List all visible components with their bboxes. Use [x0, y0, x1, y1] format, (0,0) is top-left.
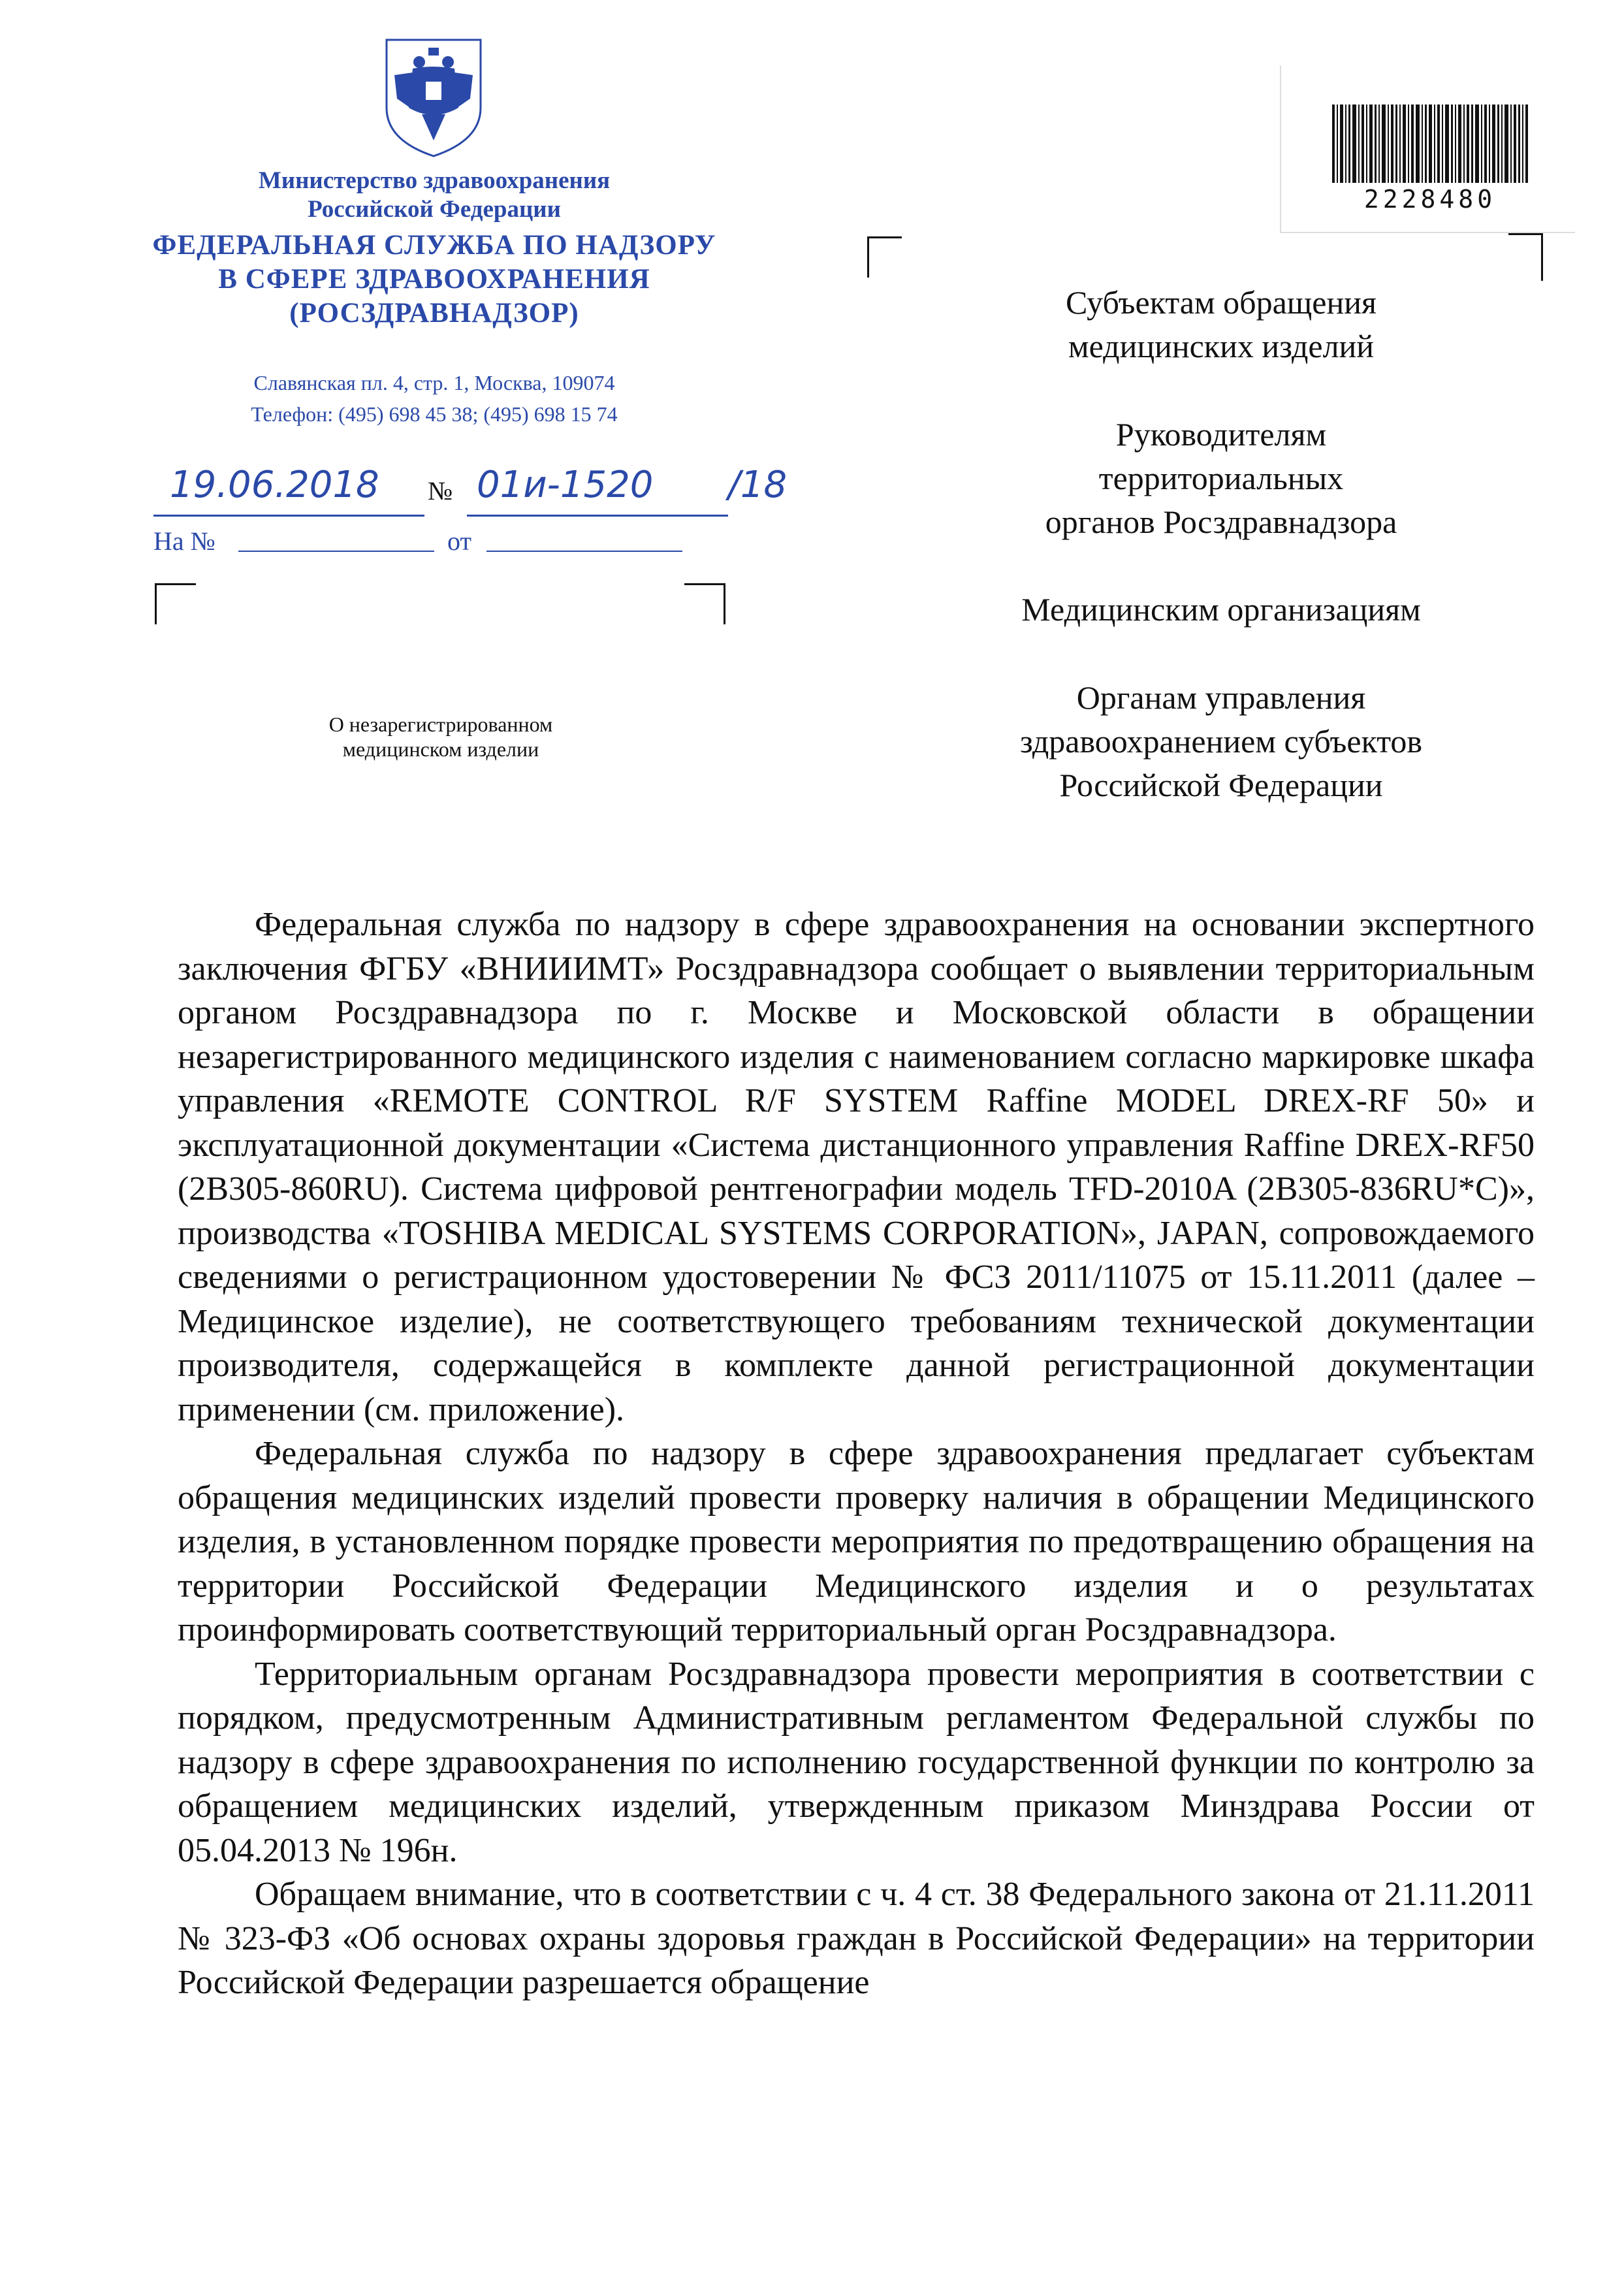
date-underline — [153, 515, 424, 517]
addressee-line: Медицинским организациям — [1021, 591, 1421, 628]
reply-from-label: от — [447, 526, 471, 556]
barcode-icon — [1332, 104, 1528, 183]
body-paragraph: Федеральная служба по надзору в сфере здравоохранения на основании экспертного заключения ФГБУ «ВНИИИМТ» Росздравнадзора сообщает о выявлении территориальным органом Росздравнадзора по г. Москве и Московской области в обращении незарегистрированного медицинского изделия с наименованием согласно маркировке шкафа управления «REMOTE CONTROL R/F SYSTEM Raffine MODEL DREX-RF 50» и эксплуатационной документации «Система дистанционного управления Raffine DREX-RF50 (2B305-860RU). Система цифровой рентгенографии модель TFD-2010A (2B305-836RU*C)», производства «TOSHIBA MEDICAL SYSTEMS CORPORATION», JAPAN, сопровождаемого сведениями о регистрационном удостоверении № ФСЗ 2011/11075 от 15.11.2011 (далее – Медицинское изделие), не соответствующего требованиям технической документации производителя, содержащейся в комплекте данной регистрационной документации применении (см. приложение). — [178, 906, 1535, 1428]
reply-number-label: На № — [153, 526, 215, 556]
subject-bracket-left — [155, 583, 196, 624]
addressee-line: Органам управления — [1076, 679, 1366, 716]
service-line: ФЕДЕРАЛЬНАЯ СЛУЖБА ПО НАДЗОРУ — [152, 230, 716, 261]
subject-bracket-right — [684, 583, 725, 624]
registration-number-suffix: /18 — [728, 464, 788, 506]
barcode-number: 2228480 — [1363, 185, 1497, 214]
address-line: Славянская пл. 4, стр. 1, Москва, 109074 — [253, 371, 615, 394]
number-sign: № — [428, 476, 453, 505]
ministry-name — [150, 167, 718, 224]
subject-line: медицинском изделии — [342, 737, 539, 761]
ministry-line: Российской Федерации — [308, 196, 561, 223]
addressee-block — [953, 281, 1489, 368]
addressee-line: Руководителям — [1115, 416, 1327, 453]
addressee-line: здравоохранением субъектов — [1019, 723, 1423, 760]
ministry-line: Министерство здравоохранения — [258, 167, 611, 194]
service-name — [150, 229, 718, 330]
addressee-line: территориальных — [1098, 460, 1344, 496]
registration-row — [153, 464, 839, 522]
service-line: В СФЕРЕ ЗДРАВООХРАНЕНИЯ — [218, 264, 650, 295]
addressee-bracket-left — [867, 236, 902, 278]
body-paragraph: Федеральная служба по надзору в сфере здравоохранения предлагает субъектам обращения медицинских изделий провести проверку наличия в обращении Медицинского изделия, в установленном порядке провести мероприятия по предотвращению обращения на территории Российской Федерации Медицинского изделия и о результатах проинформировать соответствующий территориальный орган Росздравнадзора. — [178, 1435, 1535, 1648]
addressee-bracket-right — [1508, 233, 1543, 281]
addressee-block — [953, 676, 1489, 807]
addressee-line: органов Росздравнадзора — [1045, 504, 1397, 540]
registration-number: 01и-1520 — [477, 464, 654, 506]
addressee-line: медицинских изделий — [1068, 328, 1375, 364]
number-underline — [467, 515, 728, 517]
address-line: Телефон: (495) 698 45 38; (495) 698 15 74 — [251, 402, 618, 426]
registration-date: 19.06.2018 — [170, 464, 379, 506]
reply-reference-row — [153, 526, 741, 556]
body-paragraph: Обращаем внимание, что в соответствии с ч. 4 ст. 38 Федерального закона от 21.11.2011 № 323-ФЗ «Об основах охраны здоровья граждан в Российской Федерации» на территории Российской Федерации разрешается обращение — [178, 1876, 1535, 2001]
service-line: (РОСЗДРАВНАДЗОР) — [289, 298, 579, 329]
body-paragraph: Территориальным органам Росздравнадзора провести мероприятия в соответствии с порядком, предусмотренным Административным регламентом Федеральной службы по надзору в сфере здравоохранения по исполнению государственной функции по контролю за обращением медицинских изделий, утвержденным приказом Минздрава России от 05.04.2013 № 196н. — [178, 1655, 1535, 1869]
letter-body — [178, 903, 1535, 2005]
subject-line: О незарегистрированном — [328, 713, 553, 736]
addressee-line: Российской Федерации — [1059, 767, 1383, 803]
letter-subject — [229, 712, 653, 762]
coat-of-arms-emblem — [381, 36, 486, 160]
addressee-block — [953, 413, 1489, 544]
addressee-line: Субъектам обращения — [1066, 284, 1377, 321]
service-address — [150, 367, 718, 430]
reply-date-blank — [486, 526, 682, 552]
reply-number-blank — [238, 526, 434, 552]
addressee-block — [953, 588, 1489, 632]
